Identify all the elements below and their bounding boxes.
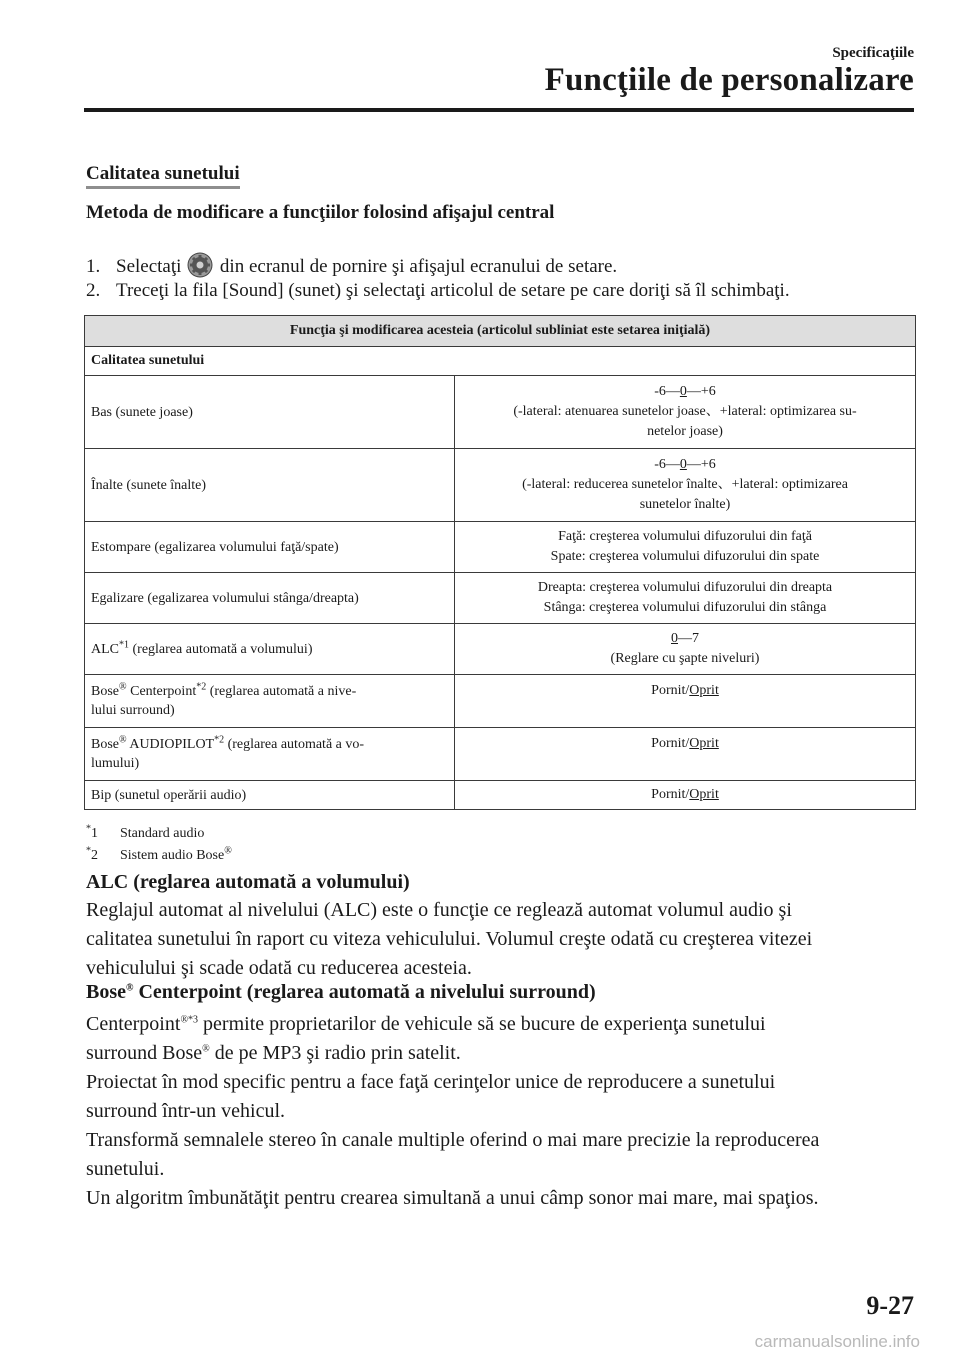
- row-item: Înalte (sunete înalte): [85, 449, 455, 522]
- row-item: Bas (sunete joase): [85, 376, 455, 449]
- step-text: Selectaţi: [116, 256, 187, 277]
- row-item: ALC$^{*1}$ (reglarea automată a volumului): [85, 624, 455, 675]
- table-row: [85, 781, 916, 810]
- watermark: carmanualsonline.info: [754, 1332, 920, 1351]
- row-value: 0—7 (Reglare cu şapte niveluri): [455, 624, 916, 675]
- step-text: Treceţi la fila [Sound] (sunet) şi selectaţi articolul de setare pe care doriţi să îl schimbaţi.: [116, 280, 790, 301]
- row-value: -6—0—+6 (-lateral: atenuarea sunetelor joase、+lateral: optimizarea su- netelor joase): [455, 376, 916, 449]
- row-value: Pornit/Oprit: [455, 728, 916, 781]
- step-number: 1.: [86, 256, 101, 277]
- row-value: Pornit/Oprit: [455, 675, 916, 728]
- row-value: Faţă: creşterea volumului difuzorului din faţă Spate: creşterea volumului difuzorului din spate: [455, 522, 916, 573]
- table-row: [85, 449, 916, 522]
- sound-settings-table: [84, 315, 916, 810]
- alc-heading: ALC (reglarea automată a volumului): [86, 871, 410, 893]
- table-row: [85, 728, 916, 781]
- table-row: [85, 675, 916, 728]
- row-item: Estompare (egalizarea volumului faţă/spate): [85, 522, 455, 573]
- table-row: [85, 522, 916, 573]
- step-text-cont: din ecranul de pornire şi afişajul ecranului de setare.: [215, 256, 618, 277]
- row-value: Pornit/Oprit: [455, 781, 916, 810]
- step-2: [86, 280, 790, 302]
- centerpoint-heading: Bose® Centerpoint (reglarea automată a nivelului surround): [86, 981, 596, 1003]
- footnote-2: *2 Sistem audio Bose®: [86, 845, 232, 863]
- header-chapter: Funcţiile de personalizare: [544, 62, 914, 98]
- page-number: 9-27: [866, 1291, 914, 1320]
- row-item: Bose® Centerpoint$^{*2}$ (reglarea automată a nive- lului surround): [85, 675, 455, 728]
- row-item: Egalizare (egalizarea volumului stânga/dreapta): [85, 573, 455, 624]
- alc-paragraph: Reglajul automat al nivelului (ALC) este o funcţie ce reglează automat volumul audio şi calitatea sunetului în raport cu viteza vehiculului. Volumul creşte odată cu creşterea vitezei vehiculului şi scade odată cu reducerea acesteia.: [86, 899, 813, 979]
- step-1: [86, 252, 617, 278]
- footnote-1: *1 Standard audio: [86, 823, 205, 841]
- section-title: Calitatea sunetului: [86, 163, 240, 189]
- subsection-title: Metoda de modificare a funcţiilor folosind afişajul central: [86, 202, 555, 223]
- table-row: [85, 573, 916, 624]
- row-value: -6—0—+6 (-lateral: reducerea sunetelor înalte、+lateral: optimizarea sunetelor înalte): [455, 449, 916, 522]
- header-section: Specificaţiile: [832, 45, 914, 61]
- table-group-label: Calitatea sunetului: [85, 347, 916, 376]
- header-rule: [84, 108, 914, 112]
- settings-gear-icon: [187, 252, 213, 278]
- table-row: [85, 376, 916, 449]
- row-item: Bip (sunetul operării audio): [85, 781, 455, 810]
- row-item: Bose® AUDIOPILOT$^{*2}$ (reglarea automată a vo- lumului): [85, 728, 455, 781]
- table-header: Funcţia şi modificarea acesteia (articolul subliniat este setarea iniţială): [85, 316, 916, 347]
- centerpoint-paragraph: Centerpoint$^{®*3}$ permite proprietarilor de vehicule să se bucure de experienţa sunetului surround Bose® de pe MP3 şi radio prin satelit. Proiectat în mod specific pentru a face faţă cerinţelor unice de reproducere a sunetului surround într-un vehicul. Transformă semnalele stereo în canale multiple oferind o mai mare precizie la reproducerea sunetului. Un algoritm îmbunătăţit pentru crearea simultană a unui câmp sonor mai mare, mai spaţios.: [86, 1013, 820, 1209]
- step-number: 2.: [86, 280, 101, 301]
- row-value: Dreapta: creşterea volumului difuzorului din dreapta Stânga: creşterea volumului difuzorului din stânga: [455, 573, 916, 624]
- table-row: [85, 624, 916, 675]
